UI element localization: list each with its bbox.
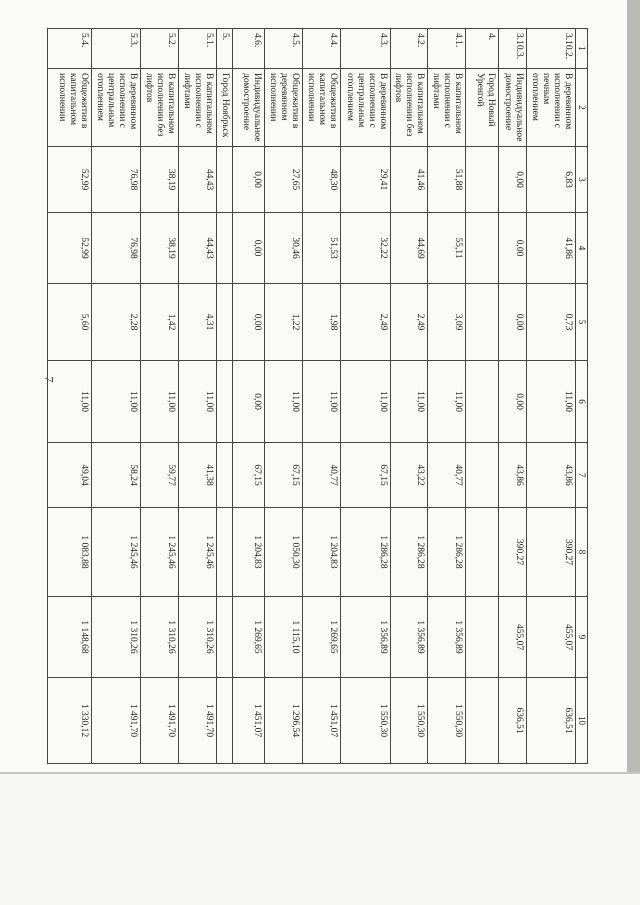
cell-col5: 0,00: [499, 284, 527, 361]
row-name: Общежития в деревянном исполнении: [264, 69, 302, 147]
cell-col7: 67,15: [264, 443, 302, 508]
cell-col9: 1 269,65: [232, 597, 264, 678]
cell-col8: 390,27: [499, 508, 527, 597]
row-name: Индивидуальное домостроение: [232, 69, 264, 147]
header-cell: 1: [576, 29, 588, 69]
header-cell: 9: [576, 597, 588, 678]
cell-col5: [466, 284, 499, 361]
row-name: В деревянном исполнении с центральным отоплением: [340, 69, 390, 147]
cell-col7: 49,04: [47, 443, 91, 508]
cell-col10: 1 491,70: [91, 678, 140, 764]
table-row-section: [466, 29, 499, 764]
cell-col6: 11,00: [428, 361, 466, 443]
row-name: Город Ноябрьск: [216, 69, 232, 147]
cell-col3: [466, 147, 499, 213]
cell-col8: 1 245,46: [178, 508, 216, 597]
row-number: 3.10.2.: [527, 29, 576, 69]
cell-col8: 1 083,88: [47, 508, 91, 597]
table-row: [178, 29, 216, 764]
cell-col4: 38,19: [140, 213, 178, 284]
table-row: [428, 29, 466, 764]
cell-col6: 11,00: [340, 361, 390, 443]
row-number: 4.: [466, 29, 499, 69]
row-number: 4.6.: [232, 29, 264, 69]
cell-col3: 52,99: [47, 147, 91, 213]
row-number: 5.1.: [178, 29, 216, 69]
table-row: [140, 29, 178, 764]
cell-col3: 6,83: [527, 147, 576, 213]
row-name: В капитальном исполнении без лифтов: [140, 69, 178, 147]
header-cell: 6: [576, 361, 588, 443]
table-row: [302, 29, 340, 764]
row-number: 4.3.: [340, 29, 390, 69]
table-row: [91, 29, 140, 764]
cell-col5: 0,73: [527, 284, 576, 361]
cell-col3: 38,19: [140, 147, 178, 213]
cell-col8: 1 245,46: [140, 508, 178, 597]
cell-col6: 11,00: [91, 361, 140, 443]
cell-col3: 0,00: [499, 147, 527, 213]
cell-col10: [216, 678, 232, 764]
cell-col3: 0,00: [232, 147, 264, 213]
cell-col8: 1 204,83: [302, 508, 340, 597]
cell-col10: 1 296,54: [264, 678, 302, 764]
cell-col6: 11,00: [47, 361, 91, 443]
row-number: 5.2.: [140, 29, 178, 69]
cell-col7: 43,86: [527, 443, 576, 508]
cell-col9: 1 310,26: [178, 597, 216, 678]
scan-edge-bottom: [0, 772, 640, 774]
cell-col7: [466, 443, 499, 508]
cell-col10: 1 491,70: [178, 678, 216, 764]
cell-col8: 1 245,46: [91, 508, 140, 597]
header-cell: 3: [576, 147, 588, 213]
cell-col8: 1 286,28: [340, 508, 390, 597]
cell-col9: 1 148,68: [47, 597, 91, 678]
cell-col7: 67,15: [340, 443, 390, 508]
page-number: 7: [42, 376, 57, 383]
cell-col7: 59,77: [140, 443, 178, 508]
row-number: 4.2.: [390, 29, 428, 69]
cell-col3: 27,65: [264, 147, 302, 213]
cell-col10: 636,51: [527, 678, 576, 764]
cell-col10: 1 491,70: [140, 678, 178, 764]
cell-col6: [216, 361, 232, 443]
cell-col7: 43,22: [390, 443, 428, 508]
cell-col7: 58,24: [91, 443, 140, 508]
cell-col6: 11,00: [527, 361, 576, 443]
cell-col9: 455,07: [499, 597, 527, 678]
table-row-section: [216, 29, 232, 764]
row-number: 5.: [216, 29, 232, 69]
cell-col5: 0,00: [232, 284, 264, 361]
cell-col8: 390,27: [527, 508, 576, 597]
cell-col10: 1 550,30: [390, 678, 428, 764]
row-number: 4.1.: [428, 29, 466, 69]
cell-col5: 4,31: [178, 284, 216, 361]
cell-col8: [466, 508, 499, 597]
cell-col4: 41,86: [527, 213, 576, 284]
cell-col5: 1,98: [302, 284, 340, 361]
cell-col8: 1 286,28: [428, 508, 466, 597]
cell-col8: 1 286,28: [390, 508, 428, 597]
cell-col9: 1 310,26: [91, 597, 140, 678]
cell-col4: [216, 213, 232, 284]
row-number: 4.4.: [302, 29, 340, 69]
cell-col5: 2,28: [91, 284, 140, 361]
cell-col4: 0,00: [232, 213, 264, 284]
cell-col5: 1,22: [264, 284, 302, 361]
cell-col4: 0,00: [499, 213, 527, 284]
cell-col10: 1 330,12: [47, 678, 91, 764]
cell-col9: [216, 597, 232, 678]
cell-col3: 48,30: [302, 147, 340, 213]
cell-col5: 3,09: [428, 284, 466, 361]
row-name: Общежития в капитальном исполнении: [302, 69, 340, 147]
cell-col6: 11,00: [140, 361, 178, 443]
table-row: [527, 29, 576, 764]
cell-col10: 636,51: [499, 678, 527, 764]
cell-col7: 43,86: [499, 443, 527, 508]
cell-col4: 44,43: [178, 213, 216, 284]
table-row: [340, 29, 390, 764]
header-cell: 8: [576, 508, 588, 597]
cell-col10: 1 550,30: [428, 678, 466, 764]
cell-col4: 55,11: [428, 213, 466, 284]
cell-col9: 1 269,65: [302, 597, 340, 678]
cell-col3: 44,43: [178, 147, 216, 213]
header-cell: 4: [576, 213, 588, 284]
header-cell: 10: [576, 678, 588, 764]
row-name: Общежития в капитальном исполнении: [47, 69, 91, 147]
cell-col6: 11,00: [302, 361, 340, 443]
cell-col4: 44,69: [390, 213, 428, 284]
cell-col9: 1 356,89: [390, 597, 428, 678]
cell-col8: 1 204,83: [232, 508, 264, 597]
header-cell: 7: [576, 443, 588, 508]
cell-col7: 41,38: [178, 443, 216, 508]
cell-col8: 1 050,30: [264, 508, 302, 597]
rotated-table-wrapper: [56, 28, 588, 763]
header-cell: 5: [576, 284, 588, 361]
table-row: [499, 29, 527, 764]
cell-col10: [466, 678, 499, 764]
cell-col3: 76,98: [91, 147, 140, 213]
cell-col10: 1 550,30: [340, 678, 390, 764]
cell-col6: 11,00: [178, 361, 216, 443]
row-name: В деревянном исполнении с центральным отоплением: [91, 69, 140, 147]
row-number: 5.3.: [91, 29, 140, 69]
cell-col4: 52,99: [47, 213, 91, 284]
cell-col3: 51,88: [428, 147, 466, 213]
cell-col7: [216, 443, 232, 508]
cell-col5: 1,42: [140, 284, 178, 361]
cell-col8: [216, 508, 232, 597]
row-name: В капитальном исполнении без лифтов: [390, 69, 428, 147]
cell-col10: 1 451,07: [232, 678, 264, 764]
cell-col3: 29,41: [340, 147, 390, 213]
cell-col6: [466, 361, 499, 443]
table-row: [232, 29, 264, 764]
cell-col4: [466, 213, 499, 284]
row-name: В капитальном исполнении с лифтами: [428, 69, 466, 147]
cell-col9: 1 356,89: [428, 597, 466, 678]
row-number: 4.5.: [264, 29, 302, 69]
cell-col5: [216, 284, 232, 361]
cell-col4: 51,53: [302, 213, 340, 284]
row-name: В деревянном исполнении с печным отоплением: [527, 69, 576, 147]
row-name: Город Новый Уренгой: [466, 69, 499, 147]
cell-col5: 5,60: [47, 284, 91, 361]
cell-col5: 2,49: [390, 284, 428, 361]
cell-col7: 40,77: [302, 443, 340, 508]
scan-edge-right: [627, 0, 640, 772]
cell-col9: 455,07: [527, 597, 576, 678]
cell-col4: 30,46: [264, 213, 302, 284]
table-row: [390, 29, 428, 764]
cell-col9: [466, 597, 499, 678]
cell-col5: 2,49: [340, 284, 390, 361]
cell-col6: 0,00: [232, 361, 264, 443]
table-row: [47, 29, 91, 764]
table-body: [47, 29, 587, 764]
row-number: 5.4.: [47, 29, 91, 69]
header-cell: 2: [576, 69, 588, 147]
header-row: [576, 29, 588, 764]
row-name: Индивидуальное домостроение: [499, 69, 527, 147]
cell-col9: 1 115,10: [264, 597, 302, 678]
cell-col10: 1 451,07: [302, 678, 340, 764]
cell-col4: 76,98: [91, 213, 140, 284]
cell-col7: 67,15: [232, 443, 264, 508]
row-number: 3.10.3.: [499, 29, 527, 69]
tariff-table: [47, 28, 588, 764]
cell-col6: 11,00: [390, 361, 428, 443]
row-name: В капитальном исполнении с лифтами: [178, 69, 216, 147]
cell-col6: 11,00: [264, 361, 302, 443]
cell-col7: 40,77: [428, 443, 466, 508]
cell-col3: 41,46: [390, 147, 428, 213]
cell-col3: [216, 147, 232, 213]
cell-col9: 1 356,89: [340, 597, 390, 678]
cell-col9: 1 310,26: [140, 597, 178, 678]
table-row: [264, 29, 302, 764]
cell-col4: 32,22: [340, 213, 390, 284]
cell-col6: 0,00: [499, 361, 527, 443]
